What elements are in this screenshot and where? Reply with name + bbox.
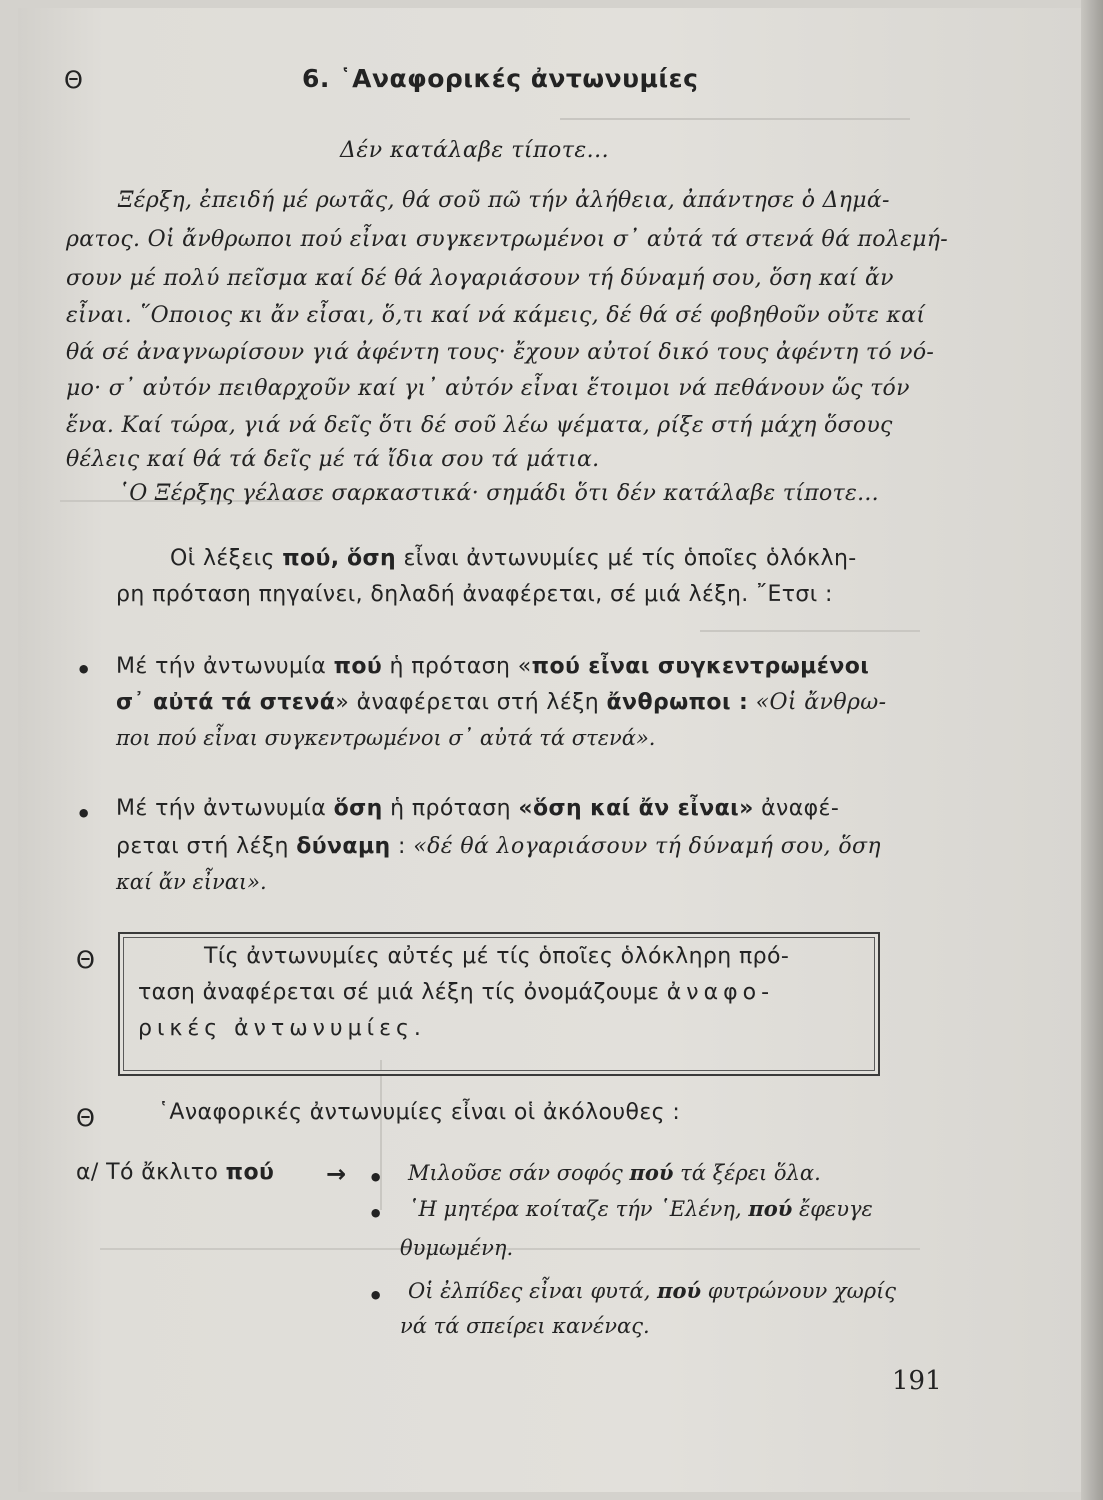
- bullet-1-line-3: ποι πού εἶναι συγκεντρωμένοι σ᾿ αὐτά τά στενά».: [116, 726, 656, 750]
- keyword: πού: [657, 1278, 702, 1303]
- bullet-1-mark: •: [76, 656, 92, 684]
- text: ταση ἀναφέρεται σέ μιά λέξη τίς ὀνομάζουμε: [138, 980, 667, 1005]
- keyword: πού: [629, 1160, 674, 1185]
- text: Μέ τήν ἀντωνυμία: [116, 654, 334, 679]
- keyword: ὅση: [333, 796, 383, 821]
- text: ἔφευγε: [792, 1197, 873, 1221]
- list-marker: Θ: [76, 1104, 95, 1132]
- section-marker: Θ: [64, 66, 83, 94]
- story-line: σουν μέ πολύ πεῖσμα καί δέ θά λογαριάσουν τή δύναμή σου, ὅση καί ἄν: [66, 266, 894, 291]
- story-line: μο· σ᾿ αὐτόν πειθαρχοῦν καί γι᾿ αὐτόν εἶναι ἕτοιμοι νά πεθάνουν ὥς τόν: [66, 376, 910, 401]
- story-line: εἶναι. ῞Οποιος κι ἄν εἶσαι, ὅ,τι καί νά κάμεις, δέ θά σέ φοβηθοῦν οὔτε καί: [66, 303, 926, 328]
- explanation-line-1: [170, 546, 857, 571]
- section-subtitle: Δέν κατάλαβε τίποτε...: [340, 138, 610, 163]
- text: ἀναφέ-: [753, 796, 840, 821]
- text: Οἱ λέξεις: [170, 546, 283, 571]
- bullet-2-line-3: καί ἄν εἶναι».: [116, 870, 267, 894]
- arrow-icon: →: [326, 1160, 347, 1188]
- story-line: Ξέρξη, ἐπειδή μέ ρωτᾶς, θά σοῦ πῶ τήν ἀλήθεια, ἀπάντησε ὁ Δημά-: [118, 188, 890, 213]
- example-2-mark: •: [368, 1200, 384, 1228]
- bullet-1-line-2: [116, 690, 886, 715]
- story-line: θέλεις καί θά τά δεῖς μέ τά ἴδια σου τά μάτια.: [66, 447, 600, 472]
- text: φυτρώνουν χωρίς: [701, 1279, 897, 1303]
- definition-line-3: ρικές ἀντωνυμίες.: [138, 1016, 426, 1041]
- explanation-line-2: ρη πρόταση πηγαίνει, δηλαδή ἀναφέρεται, σέ μιά λέξη. ῎Ετσι :: [116, 582, 833, 607]
- item-a-label: [76, 1160, 274, 1185]
- bullet-2-mark: •: [76, 800, 92, 828]
- text: εἶναι ἀντωνυμίες μέ τίς ὁποῖες ὁλόκλη-: [396, 546, 857, 571]
- keyword-osi: ὅση: [346, 546, 397, 571]
- page-number: 191: [892, 1366, 942, 1396]
- definition-marker: Θ: [76, 946, 95, 974]
- definition-line-1: Τίς ἀντωνυμίες αὐτές μέ τίς ὁποῖες ὁλόκληρη πρό-: [204, 944, 790, 969]
- book-edge: [1081, 0, 1103, 1500]
- story-line: ῾Ο Ξέρξης γέλασε σαρκαστικά· σημάδι ὅτι δέν κατάλαβε τίποτε...: [118, 481, 879, 506]
- text: α/ Τό ἄκλιτο: [76, 1160, 226, 1185]
- story-line: ρατος. Οἱ ἄνθρωποι πού εἶναι συγκεντρωμένοι σ᾿ αὐτά τά στενά θά πολεμή-: [66, 227, 948, 252]
- example: «δέ θά λογαριάσουν τή δύναμή σου, ὅση: [413, 834, 881, 859]
- bullet-1-line-1: [116, 654, 869, 679]
- keyword: σ᾿ αὐτά τά στενά: [116, 690, 336, 715]
- text: Μέ τήν ἀντωνυμία: [116, 796, 334, 821]
- text: :: [390, 834, 414, 859]
- keyword: πού εἶναι συγκεντρωμένοι: [531, 654, 870, 679]
- bullet-2-line-1: [116, 796, 839, 821]
- text: ρεται στή λέξη: [116, 834, 297, 859]
- text: Οἱ ἐλπίδες εἶναι φυτά,: [408, 1279, 658, 1303]
- story-line: θά σέ ἀναγνωρίσουν γιά ἀφέντη τους· ἔχουν αὐτοί δικό τους ἀφέντη τό νό-: [66, 340, 935, 365]
- text: ἡ πρόταση: [382, 796, 519, 821]
- example-3: [408, 1278, 896, 1303]
- keyword: «ὅση καί ἄν εἶναι»: [518, 796, 754, 821]
- keyword: ἄνθρωποι :: [606, 690, 749, 715]
- text: ῾Η μητέρα κοίταζε τήν ῾Ελένη,: [408, 1197, 749, 1221]
- bullet-2-line-2: [116, 834, 881, 859]
- example-2-cont: θυμωμένη.: [400, 1236, 514, 1260]
- example-3-mark: •: [368, 1282, 384, 1310]
- text: Μιλοῦσε σάν σοφός: [408, 1161, 630, 1185]
- story-line: ἕνα. Καί τώρα, γιά νά δεῖς ὅτι δέ σοῦ λέω ψέματα, ρίξε στή μάχη ὅσους: [66, 413, 893, 438]
- keyword-pou: πού,: [282, 546, 340, 571]
- term: ἀναφο-: [666, 980, 775, 1005]
- keyword: πού: [225, 1160, 275, 1185]
- keyword: δύναμη: [296, 834, 391, 859]
- example-2: [408, 1196, 873, 1221]
- text: » ἀναφέρεται στή λέξη: [335, 690, 607, 715]
- example-1-mark: •: [368, 1164, 384, 1192]
- text: τά ξέρει ὅλα.: [673, 1161, 821, 1185]
- list-intro: ῾Αναφορικές ἀντωνυμίες εἶναι οἱ ἀκόλουθες :: [158, 1100, 681, 1125]
- definition-line-2: [138, 980, 774, 1005]
- section-title: 6. ῾Αναφορικές ἀντωνυμίες: [302, 64, 699, 93]
- example-1: [408, 1160, 821, 1185]
- example: «Οἱ ἄνθρω-: [748, 690, 887, 715]
- keyword: πού: [748, 1196, 793, 1221]
- keyword: πού: [333, 654, 383, 679]
- text: ἡ πρόταση «: [382, 654, 532, 679]
- example-3-cont: νά τά σπείρει κανένας.: [400, 1314, 650, 1338]
